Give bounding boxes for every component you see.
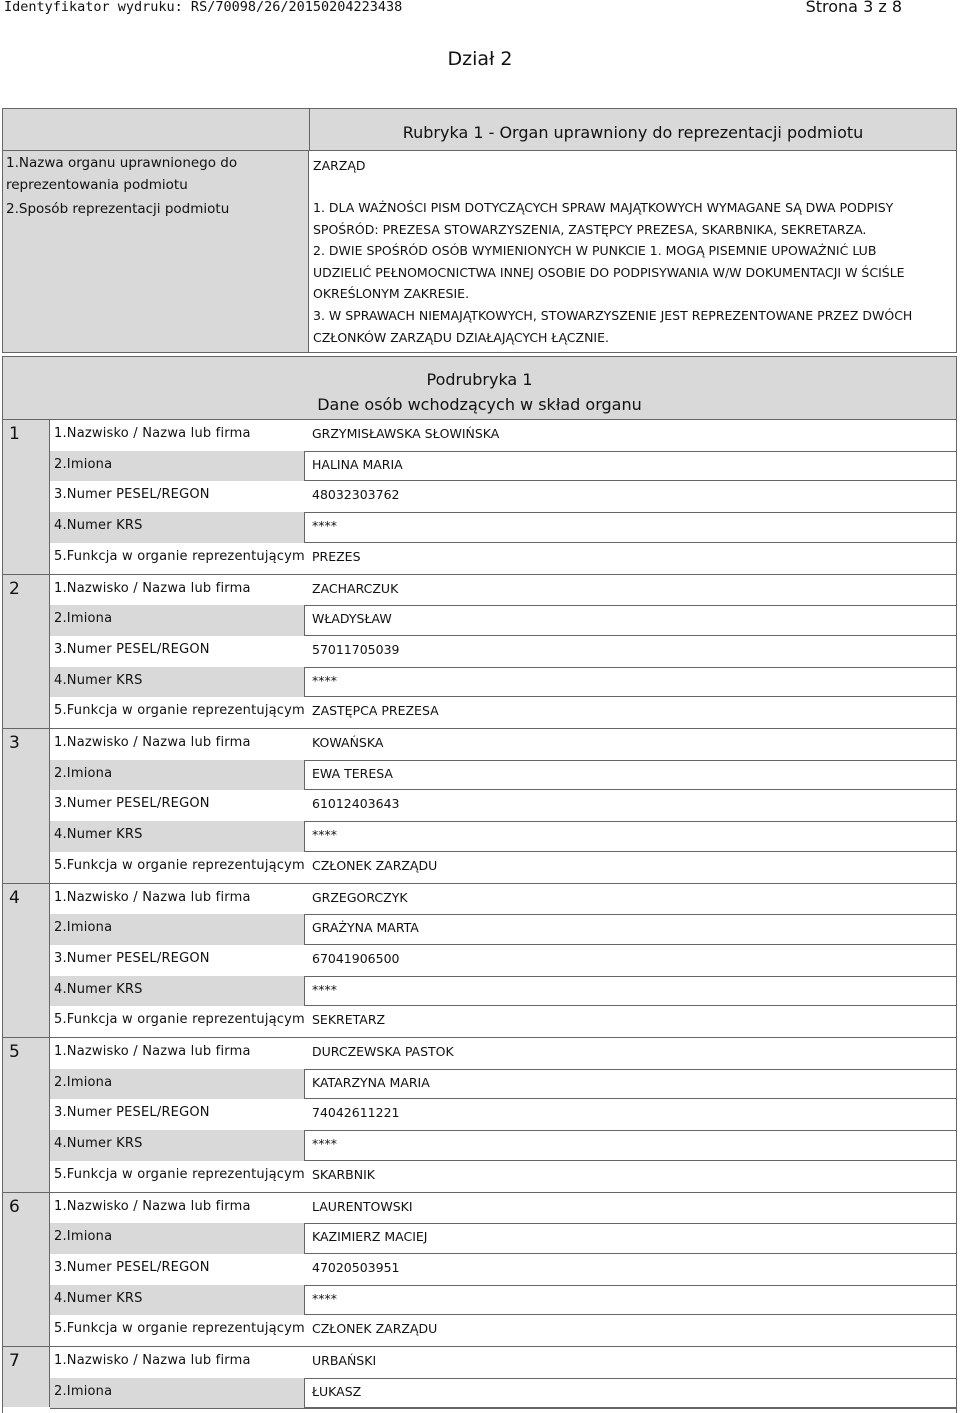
pesel-field-value: 67041906500 — [312, 950, 400, 966]
first-names-field-label: 2.Imiona — [54, 1383, 113, 1399]
function-field-label: 5.Funkcja w organie reprezentującym — [54, 1166, 305, 1182]
krs-field-value: **** — [312, 827, 337, 843]
value-cell — [304, 667, 956, 698]
first-names-field-label: 2.Imiona — [54, 611, 113, 627]
pesel-field-row — [50, 481, 956, 512]
pesel-field-value: 48032303762 — [312, 487, 400, 503]
krs-field-label: 4.Numer KRS — [54, 981, 143, 997]
value-cell — [304, 1378, 956, 1409]
name-field-value: LAURENTOWSKI — [312, 1198, 413, 1214]
krs-field-value: **** — [312, 981, 337, 997]
first-names-field-row — [50, 451, 956, 482]
pesel-field-label: 3.Numer PESEL/REGON — [54, 1259, 210, 1275]
person-entry — [3, 728, 956, 883]
function-field-label: 5.Funkcja w organie reprezentującym — [54, 548, 305, 564]
name-field-value: GRZEGORCZYK — [312, 889, 408, 905]
person-number: 1 — [3, 420, 50, 574]
pesel-field-value: 57011705039 — [312, 641, 400, 657]
first-names-field-row — [50, 1069, 956, 1100]
name-field-row — [50, 729, 956, 760]
person-entry — [3, 1346, 956, 1407]
pesel-field-label: 3.Numer PESEL/REGON — [54, 796, 210, 812]
first-names-field-value: EWA TERESA — [312, 765, 393, 781]
krs-field-label: 4.Numer KRS — [54, 1136, 143, 1152]
name-field-value: URBAŃSKI — [312, 1353, 377, 1368]
first-names-field-row — [50, 605, 956, 636]
name-field-row — [50, 884, 956, 915]
podrubryka-title: Podrubryka 1 — [426, 370, 533, 389]
first-names-field-label: 2.Imiona — [54, 456, 113, 472]
pesel-field-label: 3.Numer PESEL/REGON — [54, 487, 210, 503]
pesel-field-label: 3.Numer PESEL/REGON — [54, 1105, 210, 1121]
person-number: 6 — [3, 1193, 50, 1347]
function-field-label: 5.Funkcja w organie reprezentującym — [54, 1321, 305, 1337]
section-title: Dział 2 — [447, 48, 513, 70]
krs-field-label: 4.Numer KRS — [54, 1290, 143, 1306]
first-names-field-value: GRAŻYNA MARTA — [312, 920, 419, 936]
function-field-value: CZŁONEK ZARZĄDU — [312, 1321, 438, 1337]
krs-field-value: **** — [312, 672, 337, 688]
first-names-field-value: HALINA MARIA — [312, 456, 403, 472]
persons-list — [3, 420, 956, 1407]
person-number: 5 — [3, 1038, 50, 1192]
value-cell — [304, 821, 956, 852]
pesel-field-label: 3.Numer PESEL/REGON — [54, 950, 210, 966]
name-field-label: 1.Nazwisko / Nazwa lub firma — [54, 1353, 251, 1368]
pesel-field-value: 74042611221 — [312, 1105, 400, 1121]
podrubryka-table — [2, 356, 957, 1413]
krs-field-label: 4.Numer KRS — [54, 827, 143, 843]
krs-field-value: **** — [312, 1290, 337, 1306]
person-number: 3 — [3, 729, 50, 883]
organ-name-value: ZARZĄD — [313, 158, 366, 173]
name-field-row — [50, 1347, 956, 1378]
pesel-field-value: 47020503951 — [312, 1259, 400, 1275]
person-entry — [3, 883, 956, 1038]
name-field-row — [50, 1193, 956, 1224]
representation-line: 1. DLA WAŻNOŚCI PISM DOTYCZĄCYCH SPRAW MAJĄTKOWYCH WYMAGANE SĄ DWA PODPISY — [313, 200, 894, 215]
function-field-value: PREZES — [312, 548, 361, 564]
function-field-row — [50, 543, 956, 574]
representation-value — [309, 196, 956, 352]
krs-field-row — [50, 512, 956, 543]
name-field-value: KOWAŃSKA — [312, 735, 384, 750]
krs-field-row — [50, 1285, 956, 1316]
person-number: 7 — [3, 1347, 50, 1407]
krs-field-row — [50, 821, 956, 852]
first-names-field-value: WŁADYSŁAW — [312, 611, 392, 627]
pesel-field-row — [50, 636, 956, 667]
rubryka-table — [2, 108, 957, 353]
first-names-field-value: KAZIMIERZ MACIEJ — [312, 1229, 428, 1245]
name-field-value: GRZYMISŁAWSKA SŁOWIŃSKA — [312, 426, 500, 441]
krs-field-value: **** — [312, 1136, 337, 1152]
divider — [50, 1408, 956, 1409]
organ-name-row — [3, 150, 956, 196]
first-names-field-label: 2.Imiona — [54, 765, 113, 781]
page-number: Strona 3 z 8 — [805, 0, 902, 16]
value-cell — [304, 512, 956, 543]
value-cell — [304, 976, 956, 1007]
function-field-row — [50, 1315, 956, 1346]
name-field-row — [50, 575, 956, 606]
krs-field-label: 4.Numer KRS — [54, 518, 143, 534]
name-field-label: 1.Nazwisko / Nazwa lub firma — [54, 735, 251, 750]
pesel-field-row — [50, 790, 956, 821]
representation-line: CZŁONKÓW ZARZĄDU DZIAŁAJĄCYCH ŁĄCZNIE. — [313, 329, 609, 345]
person-entry — [3, 1037, 956, 1192]
person-number: 4 — [3, 884, 50, 1038]
function-field-value: CZŁONEK ZARZĄDU — [312, 857, 438, 873]
function-field-row — [50, 1006, 956, 1037]
krs-field-row — [50, 667, 956, 698]
representation-line: 2. DWIE SPOŚRÓD OSÓB WYMIENIONYCH W PUNKCIE 1. MOGĄ PISEMNIE UPOWAŻNIĆ LUB — [313, 243, 877, 259]
person-number: 2 — [3, 575, 50, 729]
first-names-field-row — [50, 914, 956, 945]
podrubryka-header — [3, 356, 956, 420]
krs-field-row — [50, 1130, 956, 1161]
rubryka-header — [3, 109, 956, 150]
name-field-row — [50, 1038, 956, 1069]
representation-line: UDZIELIĆ PEŁNOMOCNICTWA INNEJ OSOBIE DO PODPISYWANIA W/W DOKUMENTACJI W ŚCIŚLE — [313, 264, 905, 280]
organ-name-label: 1.Nazwa organu uprawnionego do reprezentowania podmiotu — [3, 151, 309, 196]
representation-label: 2.Sposób reprezentacji podmiotu — [3, 196, 309, 352]
first-names-field-label: 2.Imiona — [54, 1229, 113, 1245]
name-field-label: 1.Nazwisko / Nazwa lub firma — [54, 1198, 251, 1214]
function-field-row — [50, 697, 956, 728]
first-names-field-row — [50, 1378, 956, 1409]
krs-field-label: 4.Numer KRS — [54, 672, 143, 688]
function-field-value: SKARBNIK — [312, 1166, 375, 1182]
pesel-field-row — [50, 945, 956, 976]
krs-field-value: **** — [312, 518, 337, 534]
representation-row — [3, 196, 956, 352]
pesel-field-label: 3.Numer PESEL/REGON — [54, 641, 210, 657]
first-names-field-label: 2.Imiona — [54, 1074, 113, 1090]
name-field-row — [50, 420, 956, 451]
function-field-label: 5.Funkcja w organie reprezentującym — [54, 857, 305, 873]
function-field-row — [50, 852, 956, 883]
name-field-label: 1.Nazwisko / Nazwa lub firma — [54, 889, 251, 905]
function-field-value: SEKRETARZ — [312, 1012, 386, 1028]
print-identifier: Identyfikator wydruku: RS/70098/26/20150204223438 — [4, 0, 403, 15]
first-names-field-row — [50, 1223, 956, 1254]
representation-line: SPOŚRÓD: PREZESA STOWARZYSZENIA, ZASTĘPCY PREZESA, SKARBNIKA, SEKRETARZA. — [313, 221, 867, 237]
value-cell — [304, 760, 956, 791]
podrubryka-subtitle: Dane osób wchodzących w skład organu — [317, 395, 642, 414]
pesel-field-value: 61012403643 — [312, 796, 400, 812]
rubryka-title: Rubryka 1 - Organ uprawniony do reprezentacji podmiotu — [402, 123, 864, 142]
name-field-label: 1.Nazwisko / Nazwa lub firma — [54, 1044, 251, 1059]
value-cell — [304, 1285, 956, 1316]
representation-line: 3. W SPRAWACH NIEMAJĄTKOWYCH, STOWARZYSZENIE JEST REPREZENTOWANE PRZEZ DWÓCH — [313, 307, 913, 323]
function-field-value: ZASTĘPCA PREZESA — [312, 703, 439, 719]
person-entry — [3, 420, 956, 574]
function-field-label: 5.Funkcja w organie reprezentującym — [54, 703, 305, 719]
name-field-label: 1.Nazwisko / Nazwa lub firma — [54, 426, 251, 441]
function-field-row — [50, 1161, 956, 1192]
name-field-label: 1.Nazwisko / Nazwa lub firma — [54, 580, 251, 596]
first-names-field-row — [50, 760, 956, 791]
person-entry — [3, 1192, 956, 1347]
value-cell — [304, 1130, 956, 1161]
pesel-field-row — [50, 1254, 956, 1285]
name-field-value: DURCZEWSKA PASTOK — [312, 1044, 454, 1059]
value-cell — [304, 605, 956, 636]
krs-field-row — [50, 976, 956, 1007]
function-field-label: 5.Funkcja w organie reprezentującym — [54, 1012, 305, 1028]
name-field-value: ZACHARCZUK — [312, 580, 399, 596]
representation-line: OKREŚLONYM ZAKRESIE. — [313, 286, 470, 302]
first-names-field-value: ŁUKASZ — [312, 1383, 362, 1399]
person-entry — [3, 574, 956, 729]
first-names-field-value: KATARZYNA MARIA — [312, 1074, 430, 1090]
pesel-field-row — [50, 1099, 956, 1130]
first-names-field-label: 2.Imiona — [54, 920, 113, 936]
